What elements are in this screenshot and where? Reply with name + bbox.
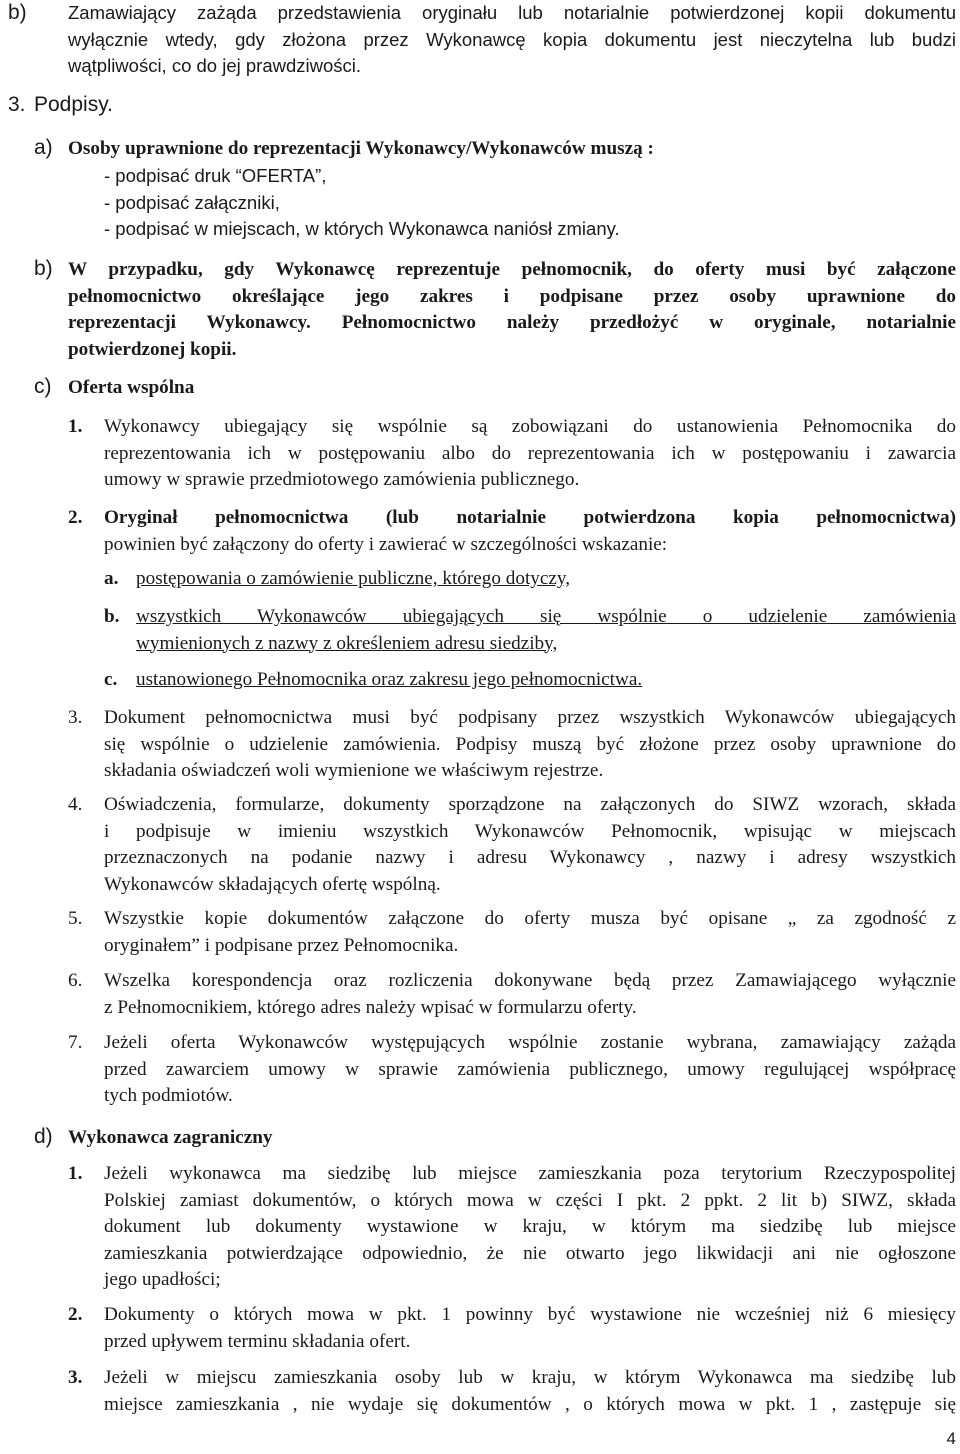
c-item-6 [104, 968, 956, 1021]
d-item-3 [104, 1365, 956, 1418]
item-label-c: c) [34, 375, 52, 398]
c-heading: Oferta wspólna [68, 377, 195, 398]
text-line: wątpliwości, co do jej prawdziwości. [68, 55, 362, 76]
text-line: wyłącznie wtedy, gdy złożona przez Wykonawcę kopia dokumentu jest nieczytelna lub budzi [68, 28, 956, 50]
text-line: Polskiej zamiast dokumentów, o których mowa w części I pkt. 2 ppkt. 2 lit b) SIWZ, składa [104, 1189, 956, 1211]
item-label-d: d) [34, 1125, 53, 1148]
text-line: postępowania o zamówienie publiczne, którego dotyczy, [136, 568, 571, 589]
text-line: Jeżeli w miejscu zamieszkania osoby lub w kraju, w którym Wykonawca ma siedzibę lub [104, 1367, 956, 1388]
list-item: - podpisać w miejscach, w których Wykonawca naniósł zmiany. [104, 218, 620, 239]
sub-item-b [136, 604, 956, 657]
c-item-number: 1. [68, 416, 83, 437]
sub-item-a [136, 566, 570, 593]
text-line: i podpisuje w imieniu wszystkich Wykonawców Pełnomocnik, wpisując w miejscach [104, 820, 956, 842]
sub-item-letter: a. [104, 568, 119, 589]
sub-item-letter: b. [104, 606, 120, 627]
text-line: wymienionych z nazwy z określeniem adresu siedziby, [136, 632, 558, 654]
text-line: tych podmiotów. [104, 1085, 233, 1106]
text-line: oryginałem” i podpisane przez Pełnomocnika. [104, 934, 459, 956]
paragraph-b [68, 257, 956, 363]
text-line: Wykonawcy ubiegający się wspólnie są zobowiązani do ustanowienia Pełnomocnika do [104, 416, 956, 437]
text-line: pełnomocnictwo określające jego zakres i podpisane przez osoby uprawnione do [68, 285, 956, 307]
text-line: się wspólnie o udzielenie zamówienia. Podpisy muszą być złożone przez osoby uprawnione do [104, 733, 956, 755]
c-item-number: 4. [68, 794, 83, 815]
text-line: Wszelka korespondencja oraz rozliczenia dokonywane będą przez Zamawiającego wyłącznie [104, 970, 956, 991]
d-item-number: 3. [68, 1367, 83, 1388]
item-label-b-top: b) [8, 1, 27, 24]
d-item-number: 2. [68, 1304, 83, 1325]
text-line: W przypadku, gdy Wykonawcę reprezentuje pełnomocnik, do oferty musi być załączone [68, 259, 956, 280]
list-item: - podpisać druk “OFERTA”, [104, 165, 327, 186]
a-heading: Osoby uprawnione do reprezentacji Wykonawcy/Wykonawców muszą : [68, 138, 654, 159]
item-label-b: b) [34, 257, 53, 280]
text-line: reprezentacji Wykonawcy. Pełnomocnictwo należy przedłożyć w oryginale, notarialnie [68, 312, 956, 333]
paragraph-top-b [68, 0, 956, 80]
c-item-number: 5. [68, 908, 83, 929]
page-number: 4 [946, 1428, 956, 1448]
list-item: - podpisać załączniki, [104, 191, 280, 213]
text-line: jego upadłości; [104, 1269, 221, 1290]
c-item-number: 7. [68, 1032, 83, 1053]
text-line: Dokument pełnomocnictwa musi być podpisany przez wszystkich Wykonawców ubiegających [104, 707, 956, 728]
text-line: Wykonawców składających ofertę wspólną. [104, 873, 441, 895]
sub-item-letter: c. [104, 669, 118, 690]
text-line: dokument lub dokumenty wystawione w kraju, w którym ma siedzibę lub miejsce [104, 1216, 956, 1237]
d-item-1 [104, 1161, 956, 1294]
sub-item-c [136, 667, 642, 694]
c-item-number: 2. [68, 507, 83, 528]
text-line: potwierdzonej kopii. [68, 338, 237, 360]
text-line: reprezentowania ich w postępowaniu albo do reprezentowania ich w postępowaniu i zawarcia [104, 442, 956, 464]
section-number: 3. [8, 93, 26, 116]
text-line: Oryginał pełnomocnictwa (lub notarialnie potwierdzona kopia pełnomocnictwa) [104, 507, 956, 528]
text-line: umowy w sprawie przedmiotowego zamówienia publicznego. [104, 469, 580, 490]
text-line: przed zawarciem umowy w sprawie zamówienia publicznego, umowy regulującej współpracę [104, 1058, 956, 1080]
d-heading: Wykonawca zagraniczny [68, 1127, 273, 1148]
text-line: z Pełnomocnikiem, którego adres należy wpisać w formularzu oferty. [104, 996, 637, 1018]
text-line: Jeżeli oferta Wykonawców występujących wspólnie zostanie wybrana, zamawiający zażąda [104, 1032, 956, 1053]
c-item-5 [104, 906, 956, 959]
text-line: zamieszkania potwierdzające odpowiednio, że nie otwarto jego likwidacji ani nie ogłoszone [104, 1242, 956, 1264]
text-line: ustanowionego Pełnomocnika oraz zakresu jego pełnomocnictwa. [136, 669, 643, 690]
text-line: Wszystkie kopie dokumentów załączone do oferty musza być opisane „ za zgodność z [104, 908, 956, 929]
text-line: przeznaczonych na podanie nazwy i adresu Wykonawcy , nazwy i adresy wszystkich [104, 847, 956, 868]
text-line: Dokumenty o których mowa w pkt. 1 powinny być wystawione nie wcześniej niż 6 miesięcy [104, 1304, 956, 1325]
c-item-number: 6. [68, 970, 83, 991]
d-item-number: 1. [68, 1163, 83, 1184]
c-item-4 [104, 792, 956, 898]
text-line: wszystkich Wykonawców ubiegających się wspólnie o udzielenie zamówienia [136, 606, 956, 627]
c-item-2 [104, 505, 956, 558]
text-line: powinien być załączony do oferty i zawierać w szczególności wskazanie: [104, 533, 668, 555]
text-line: Zamawiający zażąda przedstawienia oryginału lub notarialnie potwierdzonej kopii dokumentu [68, 2, 956, 23]
text-line: przed upływem terminu składania ofert. [104, 1330, 411, 1352]
a-list [104, 163, 620, 243]
text-line: składania oświadczeń woli wymienione we właściwym rejestrze. [104, 760, 604, 781]
section-title: Podpisy. [34, 93, 113, 116]
c-item-1 [104, 414, 956, 494]
text-line: miejsce zamieszkania , nie wydaje się dokumentów , o których mowa w pkt. 1 , zastępuje się [104, 1393, 956, 1415]
c-item-number: 3. [68, 707, 83, 728]
c-item-3 [104, 705, 956, 785]
d-item-2 [104, 1302, 956, 1355]
text-line: Oświadczenia, formularze, dokumenty sporządzone na załączonych do SIWZ wzorach, składa [104, 794, 956, 815]
text-line: Jeżeli wykonawca ma siedzibę lub miejsce zamieszkania poza terytorium Rzeczypospolitej [104, 1163, 956, 1184]
item-label-a: a) [34, 136, 53, 159]
c-item-7 [104, 1030, 956, 1110]
